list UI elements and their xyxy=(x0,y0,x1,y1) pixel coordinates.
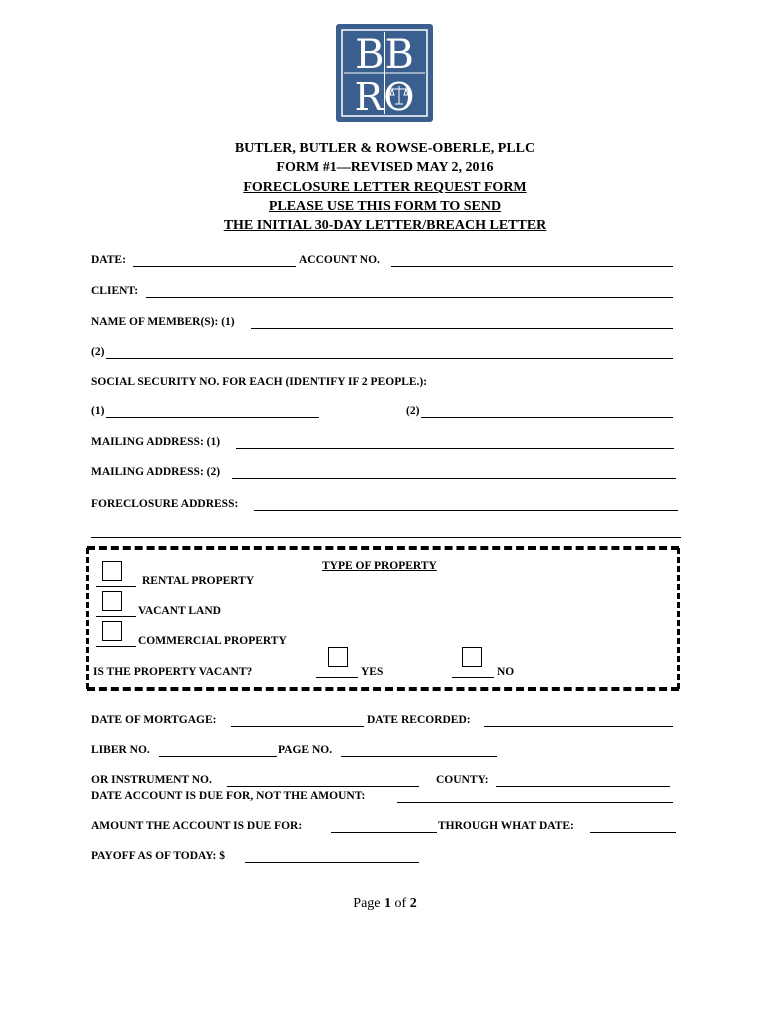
liber-no-label: LIBER NO. xyxy=(91,744,150,756)
date-recorded-label: DATE RECORDED: xyxy=(367,714,471,726)
page-no-label: PAGE NO. xyxy=(278,744,333,756)
firm-name: BUTLER, BUTLER & ROWSE-OBERLE, PLLC xyxy=(234,141,536,156)
foreclosure-address-label: FORECLOSURE ADDRESS: xyxy=(91,498,239,510)
ssn-heading: SOCIAL SECURITY NO. FOR EACH (IDENTIFY IF 2 PEOPLE.): xyxy=(91,376,428,388)
commercial-property-blank xyxy=(96,646,136,647)
vacant-no-blank xyxy=(452,677,494,678)
account-no-field[interactable] xyxy=(391,266,673,267)
amount-due-field[interactable] xyxy=(331,832,437,833)
logo-monogram-icon xyxy=(336,24,433,122)
rental-property-blank xyxy=(96,586,136,587)
account-no-label: ACCOUNT NO. xyxy=(299,254,380,266)
ssn-1-field[interactable] xyxy=(106,417,319,418)
vacant-no-checkbox[interactable] xyxy=(462,647,482,667)
vacant-question-label: IS THE PROPERTY VACANT? xyxy=(93,666,253,678)
form-title: FORECLOSURE LETTER REQUEST FORM xyxy=(243,180,527,195)
member-2-field[interactable] xyxy=(106,358,673,359)
date-of-mortgage-field[interactable] xyxy=(231,726,364,727)
vacant-no-label: NO xyxy=(497,666,515,678)
form-revision: FORM #1—REVISED MAY 2, 2016 xyxy=(276,160,494,175)
date-due-field[interactable] xyxy=(397,802,673,803)
member-1-field[interactable] xyxy=(251,328,673,329)
foreclosure-address-field-line-2[interactable] xyxy=(91,537,681,538)
commercial-property-checkbox[interactable] xyxy=(102,621,122,641)
page-total: 2 xyxy=(409,896,417,911)
through-date-label: THROUGH WHAT DATE: xyxy=(438,820,574,832)
mailing-address-1-field[interactable] xyxy=(236,448,674,449)
liber-no-field[interactable] xyxy=(159,756,277,757)
amount-due-label: AMOUNT THE ACCOUNT IS DUE FOR: xyxy=(91,820,303,832)
page-no-field[interactable] xyxy=(341,756,497,757)
date-recorded-field[interactable] xyxy=(484,726,673,727)
mailing-address-2-label: MAILING ADDRESS: (2) xyxy=(91,466,221,478)
member-2-label: (2) xyxy=(91,346,105,358)
through-date-field[interactable] xyxy=(590,832,676,833)
of-word: of xyxy=(394,896,407,911)
date-field[interactable] xyxy=(133,266,296,267)
county-label: COUNTY: xyxy=(436,774,489,786)
date-label: DATE: xyxy=(91,254,126,266)
date-of-mortgage-label: DATE OF MORTGAGE: xyxy=(91,714,217,726)
firm-logo xyxy=(336,24,433,122)
vacant-yes-label: YES xyxy=(361,666,384,678)
page-word: Page xyxy=(353,896,381,911)
instrument-no-field[interactable] xyxy=(227,786,419,787)
date-due-label: DATE ACCOUNT IS DUE FOR, NOT THE AMOUNT: xyxy=(91,790,366,802)
vacant-land-checkbox[interactable] xyxy=(102,591,122,611)
vacant-yes-checkbox[interactable] xyxy=(328,647,348,667)
payoff-label: PAYOFF AS OF TODAY: $ xyxy=(91,850,225,862)
mailing-address-2-field[interactable] xyxy=(232,478,676,479)
vacant-yes-blank xyxy=(316,677,358,678)
member-1-label: NAME OF MEMBER(S): (1) xyxy=(91,316,235,328)
form-instruction-2: THE INITIAL 30-DAY LETTER/BREACH LETTER xyxy=(223,218,547,233)
mailing-address-1-label: MAILING ADDRESS: (1) xyxy=(91,436,221,448)
vacant-land-blank xyxy=(96,616,136,617)
rental-property-label: RENTAL PROPERTY xyxy=(142,575,255,587)
client-field[interactable] xyxy=(146,297,673,298)
ssn-2-label: (2) xyxy=(406,405,420,417)
commercial-property-label: COMMERCIAL PROPERTY xyxy=(138,635,287,647)
instrument-no-label: OR INSTRUMENT NO. xyxy=(91,774,212,786)
payoff-field[interactable] xyxy=(245,862,419,863)
rental-property-checkbox[interactable] xyxy=(102,561,122,581)
county-field[interactable] xyxy=(496,786,670,787)
foreclosure-address-field[interactable] xyxy=(254,510,678,511)
logo-letters-top: BB xyxy=(355,32,414,78)
property-type-heading: TYPE OF PROPERTY xyxy=(322,560,437,572)
ssn-1-label: (1) xyxy=(91,405,105,417)
client-label: CLIENT: xyxy=(91,285,139,297)
ssn-2-field[interactable] xyxy=(421,417,673,418)
logo-letters-bottom: RO xyxy=(354,75,415,119)
page-current: 1 xyxy=(384,896,392,911)
form-instruction-1: PLEASE USE THIS FORM TO SEND xyxy=(268,199,502,214)
vacant-land-label: VACANT LAND xyxy=(138,605,221,617)
page-number xyxy=(0,896,770,912)
